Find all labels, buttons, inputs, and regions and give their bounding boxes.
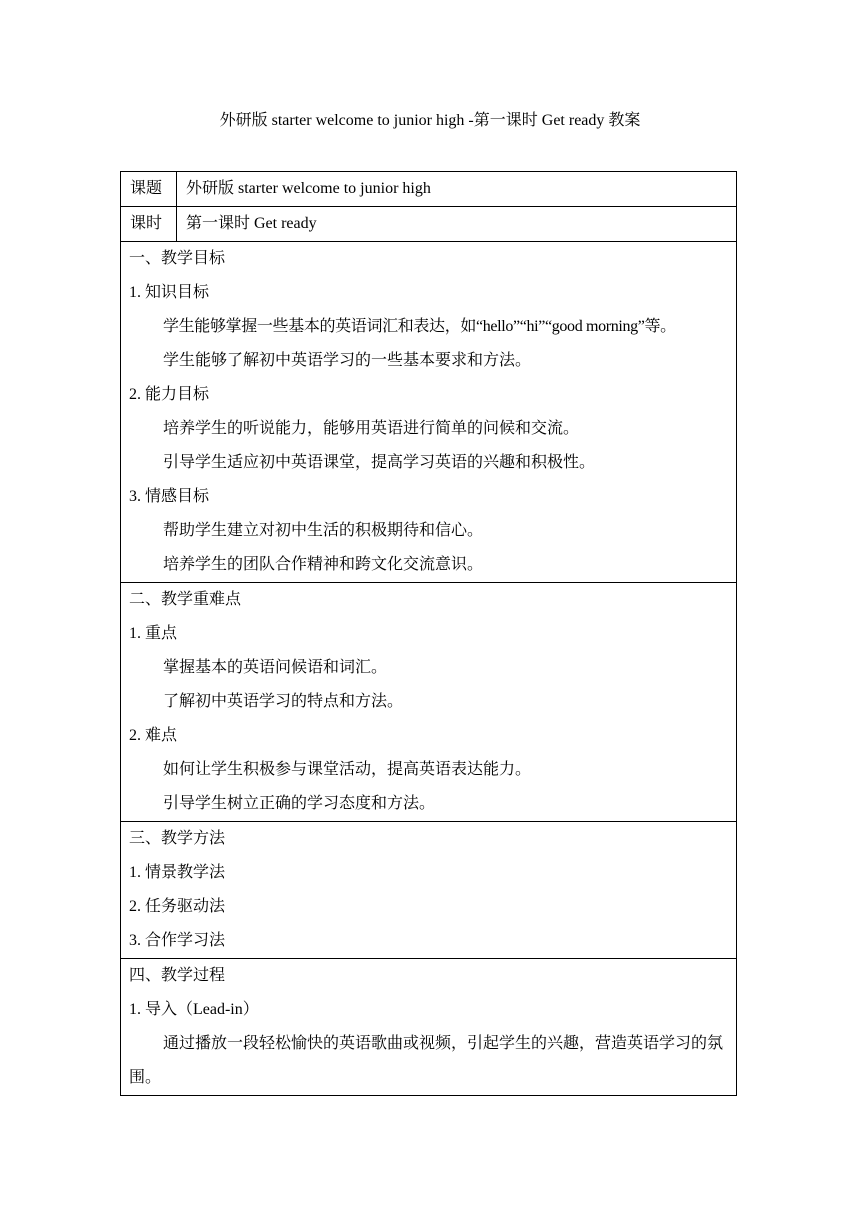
list-item: 引导学生适应初中英语课堂，提高学习英语的兴趣和积极性。 xyxy=(163,454,596,471)
subsection-title: 1. 知识目标 xyxy=(129,284,210,301)
key-points-section xyxy=(121,583,736,822)
topic-row xyxy=(121,172,736,207)
list-item: 3. 合作学习法 xyxy=(129,932,226,949)
paragraph: 通过播放一段轻松愉快的英语歌曲或视频，引起学生的兴趣，营造英语学习的氛围。 xyxy=(129,1035,724,1086)
process-section xyxy=(121,959,736,1095)
list-item: 引导学生树立正确的学习态度和方法。 xyxy=(163,795,436,812)
list-item: 学生能够掌握一些基本的英语词汇和表达，如“hello”“hi”“good morning”等。 xyxy=(163,318,676,335)
lesson-plan-table xyxy=(120,171,737,1096)
topic-label: 课题 xyxy=(121,172,177,206)
list-item: 2. 任务驱动法 xyxy=(129,898,226,915)
list-item: 培养学生的听说能力，能够用英语进行简单的问候和交流。 xyxy=(163,420,580,437)
list-item: 掌握基本的英语问候语和词汇。 xyxy=(163,659,388,676)
section-heading: 一、教学目标 xyxy=(129,250,226,267)
topic-value: 外研版 starter welcome to junior high xyxy=(186,180,431,197)
section-heading: 四、教学过程 xyxy=(129,967,226,984)
period-label: 课时 xyxy=(121,207,177,241)
list-item: 如何让学生积极参与课堂活动，提高英语表达能力。 xyxy=(163,761,532,778)
objectives-section xyxy=(121,242,736,583)
section-heading: 二、教学重难点 xyxy=(129,591,242,608)
subsection-title: 1. 导入（Lead-in） xyxy=(129,1001,259,1018)
list-item: 帮助学生建立对初中生活的积极期待和信心。 xyxy=(163,522,484,539)
list-item: 了解初中英语学习的特点和方法。 xyxy=(163,693,404,710)
list-item: 1. 情景教学法 xyxy=(129,864,226,881)
period-value: 第一课时 Get ready xyxy=(186,215,317,232)
list-item: 培养学生的团队合作精神和跨文化交流意识。 xyxy=(163,556,484,573)
methods-section xyxy=(121,822,736,959)
subsection-title: 1. 重点 xyxy=(129,625,178,642)
list-item: 学生能够了解初中英语学习的一些基本要求和方法。 xyxy=(163,352,532,369)
subsection-title: 3. 情感目标 xyxy=(129,488,210,505)
period-row xyxy=(121,207,736,242)
subsection-title: 2. 能力目标 xyxy=(129,386,210,403)
document-title: 外研版 starter welcome to junior high -第一课时 Get ready 教案 xyxy=(219,112,641,129)
subsection-title: 2. 难点 xyxy=(129,727,178,744)
section-heading: 三、教学方法 xyxy=(129,830,226,847)
